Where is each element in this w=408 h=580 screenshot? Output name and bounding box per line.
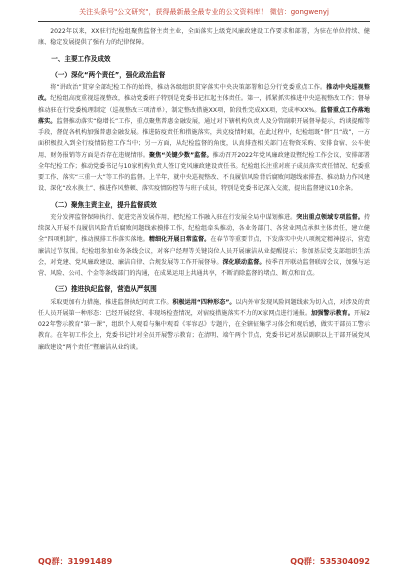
key-point: 监督重点工作落地落实。: [38, 106, 371, 125]
subsection-heading-3: （三）推进执纪监督，营造从严氛围: [51, 285, 157, 294]
key-point: 聚焦“关键少数”监督。: [149, 151, 213, 159]
text-run: 在春节等重要节点，下发落实中央八项规定精神提示，营造廉洁过节氛围。纪检组参加业务条线会议，对客户经理等关键岗位人员开展廉洁从业提醒提示；参加基层党支部组织生活会，对党建、党风廉政建设、廉洁自律、合规发展等工作开展督导。: [38, 236, 371, 266]
text-run: 持续深入开展不良履信风险背后腐败问题线索摸排工作，纪检组牵头推动，各业务部门、各营业网点承担主体责任，建立健全“四项机制”，推动摸排工作落实落地。: [38, 213, 371, 244]
intro-paragraph: 2022年以来，XX驻行纪检组聚焦监督主责主业，全面落实上级党风廉政建设工作要求和部署，为驻在单位持续、健康、稳定发展提供了强有力的纪律保障。: [38, 28, 370, 47]
wechat-label: QQ群：535304092: [290, 557, 370, 566]
header-divider: [38, 21, 370, 22]
footer-contact: [38, 556, 370, 567]
text-run: 采取更加有力措施，推进监督执纪问责工作。: [50, 298, 173, 306]
document-body: [38, 26, 370, 353]
text-run: 纪检组高度重视巡视整改，推动党委班子特别是党委书记扛起主体责任。第一，抓紧抓实推进中央巡视整改工作；督导推动驻在行党委梳理制定（巡视整改三项清单），制定整改措施XX项，阶段性完成XX项，完成率XX%。: [38, 95, 371, 114]
subsection-heading-1: （一）深化“两个责任”，强化政治监督: [51, 70, 166, 79]
text-run: 充分发挥监督保障执行、促进完善发展作用，把纪检工作融入驻在行发展全局中谋划推进。: [50, 213, 297, 221]
text-run: 按季召开联动监督联席会议，加强与运营、风险、公司、个金等条线部门的沟通，在成果运用上共通共享，不断消除监督的堵点、断点和盲点。: [38, 258, 371, 277]
key-point: 加强警示教育。: [311, 309, 354, 317]
text-run: 以内外审发现风险问题线索为切入点，对涉及的责任人员开展第一种形态：已经开展经营、非现场检查情况，对宿疫措施落实不力的X家网点进行通报。: [38, 298, 371, 317]
section-heading-1: 一、主要工作及成效: [51, 54, 111, 63]
text-run: 推动召开2022年党风廉政建设暨纪检工作会议，安排部署全年纪检工作；推动党委书记与10家机构负责人签订党风廉政建设责任书。纪检组长注重对班子成员落实责任情况、纪委重要工作、落实“三重一大”等工作的监督。上半年，就中央巡视整改、不良履信风险背后腐败问题线索排查、推动助力作风建设、深化“改水换土”、推进作风整顿、落实疫情防控等与班子成员，特别是党委书记深入交流，提出监督建议10余条。: [38, 151, 370, 193]
text-run: 监督推动落实“稳增长”工作，重点聚焦普惠金融发展，通过对下辖机构负责人及分管副职开展督导提示，约谈提醒等手段，督促各机构加强普惠金融发展。推进防疫责任和措施落实，共克疫情时艰，在此过程中，纪检组既“督”且“战”，一方面积极投入到全行疫情防控工作当中；另一方面，从纪检监督的角度，认真排查相关部门在物资采购、安排食宿、公车使用、财务报销等方面是否存在违规情形。: [38, 117, 370, 159]
subsection-3-paragraph-1: [38, 297, 370, 353]
subsection-2-paragraph-1: [38, 212, 370, 280]
qq-group-label: QQ群：31991489: [38, 557, 113, 566]
key-point: 精细化开展日常监督。: [148, 236, 211, 244]
key-point: 突出重点领域专项监督。: [296, 213, 364, 221]
text-run: 将“讲政治”贯穿全部纪检工作的始终，推动各级组织贯穿落实中央决策部署和总分行党委重点工作。: [50, 84, 327, 91]
subsection-heading-2: （二）聚焦主责主业，提升监督质效: [51, 200, 157, 209]
key-point: 推动中央巡视整改。: [38, 84, 370, 103]
subsection-1-paragraph-1: [38, 82, 370, 195]
promo-banner[interactable]: 关注头条号"公文研究"，获得最新最全最专业的公文资料库！ 微信：gongwenyj: [79, 8, 329, 16]
key-point: 积极运用“四种形态”。: [172, 298, 236, 306]
text-run: 开展2022年警示教育“第一课”，组织个人观看与集中观看《零容忍》专题片，在全辖征集学习体会和观后感，做实干部员工警示教育。在年初工作会上，党委书记针对全员开展警示教育；在清明、端午两个节点，党委书记对基层副职以上干部开展党风廉政建设“两个责任”暨廉洁从业约谈。: [38, 309, 370, 351]
key-point: 深化联动监督。: [222, 258, 266, 266]
